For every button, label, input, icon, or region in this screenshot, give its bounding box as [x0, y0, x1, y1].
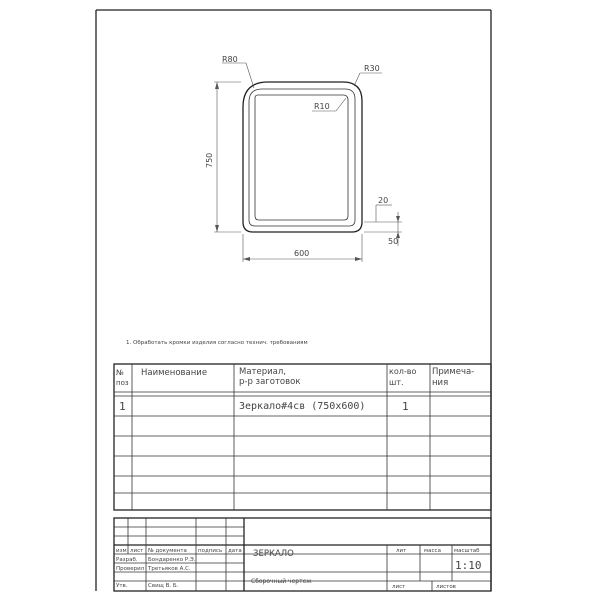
- dim-height-label: 750: [205, 152, 214, 168]
- header-material: Материал,: [239, 367, 286, 377]
- row-1-material: Зеркало#4св (750x600): [239, 401, 366, 412]
- header-note-2: ния: [432, 378, 449, 388]
- tb-col-izm: изм: [116, 548, 127, 554]
- tb-row-utv: Утв.: [116, 583, 128, 589]
- tb-col-list: лист: [130, 548, 144, 554]
- dim-r10-label: R10: [314, 102, 330, 111]
- tb-label-sheet: лист: [392, 584, 406, 590]
- dim-r80-label: R80: [222, 55, 238, 64]
- tb-col-date: дата: [228, 548, 242, 554]
- tb-row-prov: Проверил: [116, 566, 145, 572]
- tb-label-scale: масштаб: [454, 548, 480, 554]
- header-qty: кол-во: [389, 367, 417, 376]
- spec-table: [114, 364, 491, 510]
- mirror-bevel-contour: [249, 89, 355, 226]
- header-note: Примеча-: [432, 367, 475, 377]
- mirror-drawing: [205, 55, 402, 262]
- technical-note: 1. Обработать кромки изделия согласно технич. требованиям: [126, 340, 308, 346]
- mirror-inner-contour: [255, 95, 348, 220]
- mirror-outer-contour: [243, 82, 362, 232]
- row-1-qty: 1: [402, 400, 409, 413]
- tb-label-massa: масса: [424, 548, 441, 554]
- row-1-pos: 1: [119, 400, 126, 413]
- dim-r30-label: R30: [364, 64, 380, 73]
- tb-col-sign: подпись: [198, 548, 223, 554]
- tb-doc-type: Сборочный чертеж: [251, 578, 312, 585]
- sheet-frame: [96, 10, 491, 591]
- tb-name-prov: Третьяков А.С.: [148, 566, 191, 572]
- tb-row-razrab: Разраб.: [116, 557, 138, 563]
- tb-label-sheets: листов: [436, 584, 456, 590]
- tb-name-razrab: Бондаренко Р.Э.: [148, 557, 196, 563]
- title-block: [114, 518, 491, 591]
- tb-col-doc: № документа: [148, 548, 187, 554]
- dim-20-label: 20: [378, 196, 389, 205]
- header-qty-2: шт.: [389, 378, 404, 387]
- tb-name-utv: Свищ В. Б.: [148, 583, 179, 589]
- header-pos-2: поз: [116, 379, 129, 387]
- dim-50-label: 50: [388, 237, 399, 246]
- header-name: Наименование: [141, 368, 208, 378]
- tb-scale: 1:10: [455, 559, 482, 572]
- tb-label-lit: лит: [396, 548, 407, 554]
- header-pos: №: [116, 368, 124, 377]
- header-material-2: р-р заготовок: [239, 377, 301, 387]
- tb-title: ЗЕРКАЛО: [253, 549, 294, 559]
- dim-width-label: 600: [294, 249, 310, 258]
